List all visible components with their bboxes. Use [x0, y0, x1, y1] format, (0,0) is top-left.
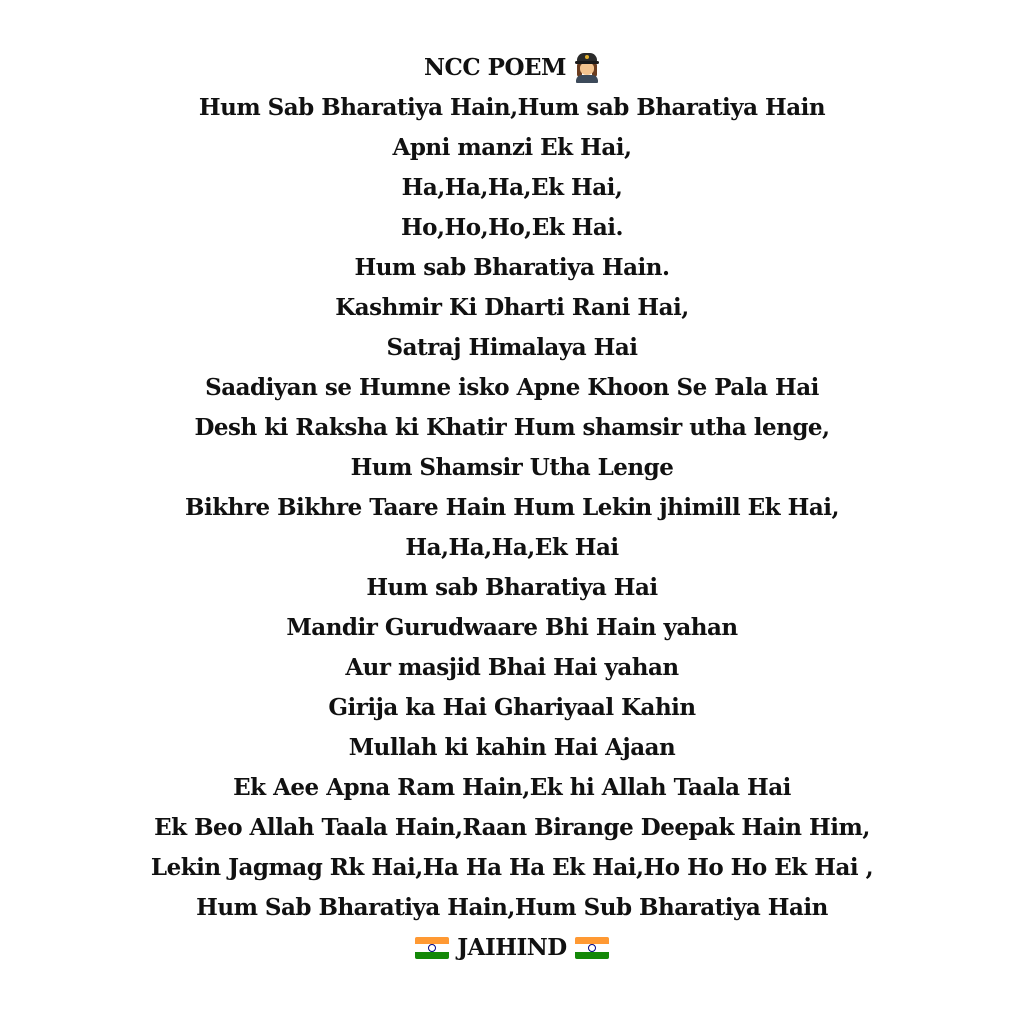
poem-line: Kashmir Ki Dharti Rani Hai, — [335, 294, 689, 321]
poem-line: Hum Shamsir Utha Lenge — [350, 454, 674, 481]
poem-line: Hum Sab Bharatiya Hain,Hum Sub Bharatiya Hain — [196, 894, 828, 921]
poem-line: Girija ka Hai Ghariyaal Kahin — [328, 694, 696, 721]
india-flag-icon — [415, 937, 449, 959]
poem-line: Apni manzi Ek Hai, — [392, 134, 632, 161]
poem-line: Ha,Ha,Ha,Ek Hai — [405, 534, 619, 561]
poem-title-row — [0, 48, 1024, 88]
poem-line: Aur masjid Bhai Hai yahan — [345, 654, 679, 681]
poem-line: Mandir Gurudwaare Bhi Hain yahan — [286, 614, 738, 641]
poem-line: Hum Sab Bharatiya Hain,Hum sab Bharatiya Hain — [198, 94, 826, 121]
poem-title: NCC POEM — [424, 54, 566, 81]
poem-line: Lekin Jagmag Rk Hai,Ha Ha Ha Ek Hai,Ho Ho Ho Ek Hai , — [150, 854, 874, 881]
poem-line: Hum sab Bharatiya Hain. — [354, 254, 670, 281]
poem-line: Ek Aee Apna Ram Hain,Ek hi Allah Taala Hai — [233, 774, 791, 801]
poem-line: Bikhre Bikhre Taare Hain Hum Lekin jhimill Ek Hai, — [185, 494, 839, 521]
poem-footer: JAIHIND — [457, 934, 567, 961]
poem-line: Desh ki Raksha ki Khatir Hum shamsir utha lenge, — [194, 414, 830, 441]
poem-line: Hum sab Bharatiya Hai — [366, 574, 658, 601]
poem-line: Saadiyan se Humne isko Apne Khoon Se Pala Hai — [205, 374, 819, 401]
poem-line: Ho,Ho,Ho,Ek Hai. — [400, 214, 624, 241]
cadet-woman-icon — [574, 53, 600, 83]
poem-line: Ek Beo Allah Taala Hain,Raan Birange Deepak Hain Him, — [154, 814, 870, 841]
poem — [0, 48, 1024, 968]
india-flag-icon — [575, 937, 609, 959]
poem-line: Satraj Himalaya Hai — [386, 334, 638, 361]
poem-footer-row — [0, 928, 1024, 968]
poem-line: Ha,Ha,Ha,Ek Hai, — [401, 174, 623, 201]
poem-line: Mullah ki kahin Hai Ajaan — [348, 734, 676, 761]
